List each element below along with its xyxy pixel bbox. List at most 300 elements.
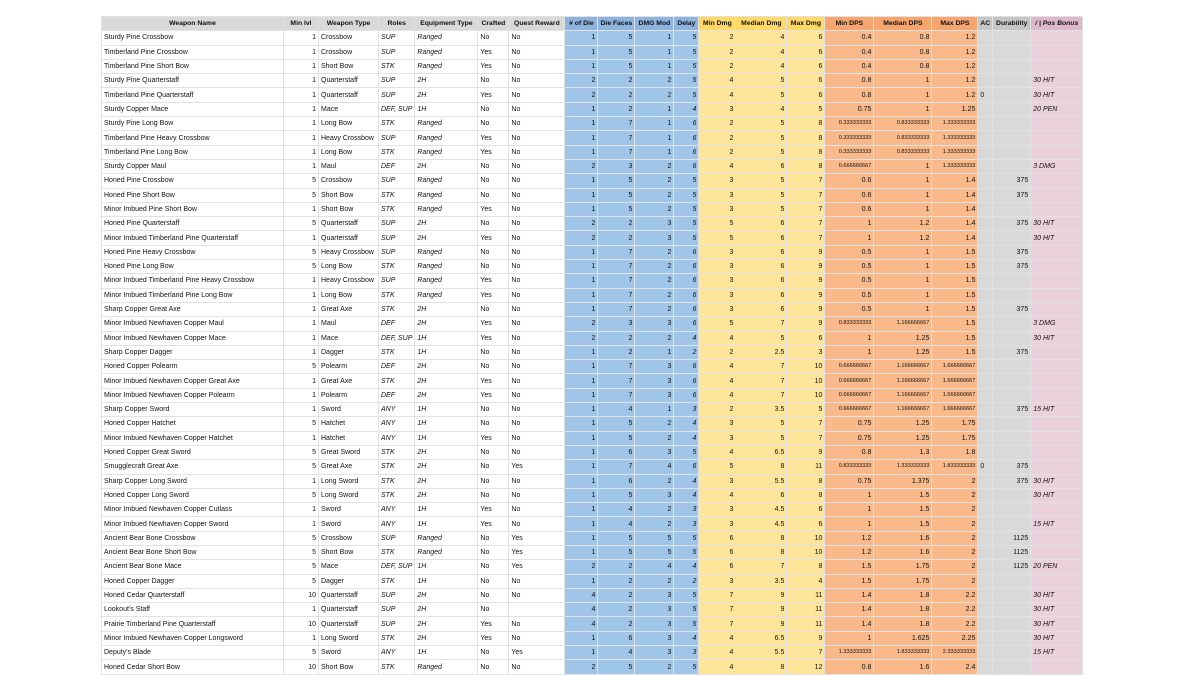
cell-min-level[interactable]: 5: [284, 445, 319, 459]
cell-weapon-type[interactable]: Dagger: [319, 345, 379, 359]
cell-min-dps[interactable]: 1.4: [825, 617, 874, 631]
cell-ac[interactable]: [978, 517, 993, 531]
cell-dmg-mod[interactable]: 3: [635, 603, 674, 617]
col-header-weapon-name[interactable]: Weapon Name: [102, 17, 284, 31]
cell-quest-reward[interactable]: No: [509, 31, 565, 45]
cell-crafted[interactable]: Yes: [478, 431, 509, 445]
cell-roles[interactable]: STK: [379, 59, 415, 73]
cell-crafted[interactable]: No: [478, 445, 509, 459]
cell-min-level[interactable]: 1: [284, 288, 319, 302]
cell-crafted[interactable]: No: [478, 31, 509, 45]
cell-crafted[interactable]: No: [478, 260, 509, 274]
cell-equipment-type[interactable]: 1H: [415, 417, 478, 431]
cell-die-faces[interactable]: 7: [598, 260, 635, 274]
cell-num-dice[interactable]: 1: [565, 417, 598, 431]
cell-durability[interactable]: [993, 517, 1031, 531]
cell-min-dps[interactable]: 1: [825, 217, 874, 231]
cell-crafted[interactable]: No: [478, 74, 509, 88]
cell-delay[interactable]: 6: [674, 245, 699, 259]
cell-weapon-type[interactable]: Short Bow: [319, 660, 379, 674]
cell-min-dps[interactable]: 1: [825, 631, 874, 645]
table-row[interactable]: [102, 588, 1083, 602]
cell-pos-bonus[interactable]: [1031, 31, 1083, 45]
cell-pos-bonus[interactable]: [1031, 59, 1083, 73]
col-header-delay[interactable]: Delay: [674, 17, 699, 31]
table-row[interactable]: [102, 603, 1083, 617]
cell-pos-bonus[interactable]: [1031, 131, 1083, 145]
cell-median-dps[interactable]: 1.75: [874, 574, 932, 588]
cell-pos-bonus[interactable]: [1031, 460, 1083, 474]
cell-pos-bonus[interactable]: [1031, 145, 1083, 159]
cell-pos-bonus[interactable]: [1031, 288, 1083, 302]
cell-weapon-type[interactable]: Mace: [319, 560, 379, 574]
cell-quest-reward[interactable]: No: [509, 159, 565, 173]
cell-weapon-name[interactable]: Minor Imbued Newhaven Copper Cutlass: [102, 503, 284, 517]
cell-min-dps[interactable]: 0.75: [825, 417, 874, 431]
cell-ac[interactable]: [978, 145, 993, 159]
cell-dmg-mod[interactable]: 2: [635, 202, 674, 216]
cell-num-dice[interactable]: 1: [565, 360, 598, 374]
cell-die-faces[interactable]: 7: [598, 360, 635, 374]
cell-median-dmg[interactable]: 4: [736, 45, 787, 59]
cell-crafted[interactable]: No: [478, 302, 509, 316]
cell-weapon-name[interactable]: Ancient Bear Bone Crossbow: [102, 531, 284, 545]
cell-equipment-type[interactable]: 2H: [415, 159, 478, 173]
cell-die-faces[interactable]: 7: [598, 460, 635, 474]
cell-max-dmg[interactable]: 8: [787, 131, 825, 145]
cell-max-dps[interactable]: 1.666666667: [932, 374, 978, 388]
cell-weapon-name[interactable]: Honed Copper Dagger: [102, 574, 284, 588]
cell-pos-bonus[interactable]: 15 HIT: [1031, 403, 1083, 417]
cell-durability[interactable]: 375: [993, 345, 1031, 359]
cell-durability[interactable]: [993, 388, 1031, 402]
cell-weapon-type[interactable]: Hatchet: [319, 431, 379, 445]
cell-pos-bonus[interactable]: [1031, 417, 1083, 431]
cell-durability[interactable]: [993, 431, 1031, 445]
cell-min-dmg[interactable]: 4: [699, 331, 736, 345]
cell-roles[interactable]: STK: [379, 545, 415, 559]
cell-equipment-type[interactable]: 2H: [415, 460, 478, 474]
cell-die-faces[interactable]: 5: [598, 188, 635, 202]
cell-roles[interactable]: STK: [379, 188, 415, 202]
cell-ac[interactable]: [978, 474, 993, 488]
cell-min-dmg[interactable]: 3: [699, 474, 736, 488]
cell-weapon-type[interactable]: Heavy Crossbow: [319, 245, 379, 259]
cell-dmg-mod[interactable]: 2: [635, 517, 674, 531]
cell-weapon-name[interactable]: Sharp Copper Sword: [102, 403, 284, 417]
cell-num-dice[interactable]: 1: [565, 202, 598, 216]
cell-min-level[interactable]: 5: [284, 245, 319, 259]
cell-roles[interactable]: SUP: [379, 217, 415, 231]
cell-quest-reward[interactable]: No: [509, 488, 565, 502]
cell-weapon-type[interactable]: Long Bow: [319, 288, 379, 302]
cell-weapon-name[interactable]: Minor Imbued Timberland Pine Quarterstaff: [102, 231, 284, 245]
cell-min-dmg[interactable]: 4: [699, 159, 736, 173]
cell-max-dmg[interactable]: 7: [787, 174, 825, 188]
cell-median-dmg[interactable]: 9: [736, 588, 787, 602]
cell-equipment-type[interactable]: 2H: [415, 488, 478, 502]
cell-min-dps[interactable]: 1: [825, 503, 874, 517]
cell-max-dmg[interactable]: 6: [787, 503, 825, 517]
cell-num-dice[interactable]: 1: [565, 302, 598, 316]
cell-median-dps[interactable]: 1.6: [874, 531, 932, 545]
cell-pos-bonus[interactable]: 30 HIT: [1031, 488, 1083, 502]
cell-ac[interactable]: [978, 431, 993, 445]
cell-delay[interactable]: 5: [674, 217, 699, 231]
cell-max-dmg[interactable]: 4: [787, 574, 825, 588]
col-header-max-dps[interactable]: Max DPS: [932, 17, 978, 31]
cell-min-dmg[interactable]: 3: [699, 102, 736, 116]
cell-crafted[interactable]: Yes: [478, 374, 509, 388]
table-row[interactable]: [102, 74, 1083, 88]
cell-min-dps[interactable]: 0.5: [825, 260, 874, 274]
cell-quest-reward[interactable]: No: [509, 202, 565, 216]
cell-min-level[interactable]: 1: [284, 102, 319, 116]
cell-min-level[interactable]: 1: [284, 117, 319, 131]
cell-median-dps[interactable]: 1: [874, 88, 932, 102]
cell-min-dmg[interactable]: 7: [699, 603, 736, 617]
cell-min-level[interactable]: 5: [284, 260, 319, 274]
cell-min-dps[interactable]: 1: [825, 331, 874, 345]
cell-quest-reward[interactable]: No: [509, 117, 565, 131]
cell-median-dmg[interactable]: 5: [736, 88, 787, 102]
cell-min-dmg[interactable]: 7: [699, 617, 736, 631]
cell-crafted[interactable]: No: [478, 603, 509, 617]
cell-quest-reward[interactable]: No: [509, 145, 565, 159]
cell-equipment-type[interactable]: 1H: [415, 646, 478, 660]
cell-die-faces[interactable]: 6: [598, 631, 635, 645]
cell-min-dps[interactable]: 1: [825, 517, 874, 531]
cell-die-faces[interactable]: 2: [598, 574, 635, 588]
cell-median-dps[interactable]: 1.6: [874, 545, 932, 559]
cell-min-level[interactable]: 1: [284, 131, 319, 145]
col-header-ac[interactable]: AC: [978, 17, 993, 31]
cell-num-dice[interactable]: 4: [565, 588, 598, 602]
cell-pos-bonus[interactable]: [1031, 388, 1083, 402]
cell-min-level[interactable]: 5: [284, 217, 319, 231]
cell-max-dmg[interactable]: 10: [787, 374, 825, 388]
cell-dmg-mod[interactable]: 2: [635, 274, 674, 288]
cell-min-level[interactable]: 1: [284, 474, 319, 488]
col-header-median-dps[interactable]: Median DPS: [874, 17, 932, 31]
cell-min-level[interactable]: 1: [284, 331, 319, 345]
cell-pos-bonus[interactable]: 20 PEN: [1031, 560, 1083, 574]
cell-durability[interactable]: 375: [993, 460, 1031, 474]
cell-dmg-mod[interactable]: 2: [635, 503, 674, 517]
cell-max-dps[interactable]: 1.5: [932, 302, 978, 316]
cell-equipment-type[interactable]: 1H: [415, 331, 478, 345]
cell-min-dps[interactable]: 0.75: [825, 431, 874, 445]
cell-min-level[interactable]: 5: [284, 574, 319, 588]
cell-ac[interactable]: [978, 445, 993, 459]
cell-ac[interactable]: [978, 503, 993, 517]
cell-max-dps[interactable]: 1.5: [932, 331, 978, 345]
cell-min-level[interactable]: 1: [284, 374, 319, 388]
cell-num-dice[interactable]: 1: [565, 102, 598, 116]
cell-max-dps[interactable]: 1.2: [932, 59, 978, 73]
cell-min-level[interactable]: 10: [284, 660, 319, 674]
col-header-min-level[interactable]: Min lvl: [284, 17, 319, 31]
col-header-die-faces[interactable]: Die Faces: [598, 17, 635, 31]
cell-median-dps[interactable]: 0.833333333: [874, 145, 932, 159]
cell-num-dice[interactable]: 1: [565, 531, 598, 545]
cell-weapon-name[interactable]: Sturdy Copper Maul: [102, 159, 284, 173]
cell-delay[interactable]: 3: [674, 646, 699, 660]
cell-weapon-type[interactable]: Sword: [319, 403, 379, 417]
cell-max-dps[interactable]: 2.2: [932, 603, 978, 617]
cell-weapon-type[interactable]: Short Bow: [319, 545, 379, 559]
cell-pos-bonus[interactable]: 20 PEN: [1031, 102, 1083, 116]
cell-num-dice[interactable]: 1: [565, 488, 598, 502]
cell-min-dmg[interactable]: 2: [699, 131, 736, 145]
cell-num-dice[interactable]: 2: [565, 560, 598, 574]
cell-ac[interactable]: [978, 403, 993, 417]
table-row[interactable]: [102, 188, 1083, 202]
cell-max-dps[interactable]: 2: [932, 474, 978, 488]
cell-roles[interactable]: SUP: [379, 617, 415, 631]
cell-delay[interactable]: 6: [674, 302, 699, 316]
cell-roles[interactable]: STK: [379, 302, 415, 316]
cell-num-dice[interactable]: 2: [565, 660, 598, 674]
cell-min-dps[interactable]: 0.8: [825, 74, 874, 88]
table-row[interactable]: [102, 388, 1083, 402]
cell-delay[interactable]: 6: [674, 460, 699, 474]
cell-median-dps[interactable]: 0.833333333: [874, 131, 932, 145]
cell-delay[interactable]: 4: [674, 417, 699, 431]
cell-crafted[interactable]: Yes: [478, 617, 509, 631]
cell-roles[interactable]: SUP: [379, 174, 415, 188]
cell-die-faces[interactable]: 2: [598, 588, 635, 602]
cell-median-dps[interactable]: 1.2: [874, 217, 932, 231]
cell-die-faces[interactable]: 5: [598, 45, 635, 59]
cell-min-level[interactable]: 1: [284, 431, 319, 445]
cell-ac[interactable]: [978, 660, 993, 674]
cell-equipment-type[interactable]: 2H: [415, 445, 478, 459]
cell-equipment-type[interactable]: 2H: [415, 360, 478, 374]
cell-weapon-type[interactable]: Quarterstaff: [319, 617, 379, 631]
cell-ac[interactable]: [978, 217, 993, 231]
cell-ac[interactable]: [978, 59, 993, 73]
cell-dmg-mod[interactable]: 5: [635, 545, 674, 559]
cell-num-dice[interactable]: 2: [565, 217, 598, 231]
cell-median-dmg[interactable]: 4: [736, 102, 787, 116]
cell-max-dmg[interactable]: 10: [787, 360, 825, 374]
cell-min-dps[interactable]: 0.666666667: [825, 403, 874, 417]
cell-crafted[interactable]: No: [478, 188, 509, 202]
cell-median-dmg[interactable]: 7: [736, 317, 787, 331]
cell-delay[interactable]: 5: [674, 660, 699, 674]
cell-num-dice[interactable]: 1: [565, 374, 598, 388]
cell-max-dps[interactable]: 2.4: [932, 660, 978, 674]
cell-median-dmg[interactable]: 5: [736, 188, 787, 202]
cell-die-faces[interactable]: 7: [598, 131, 635, 145]
cell-dmg-mod[interactable]: 2: [635, 574, 674, 588]
cell-crafted[interactable]: No: [478, 403, 509, 417]
cell-ac[interactable]: [978, 488, 993, 502]
cell-min-level[interactable]: 1: [284, 631, 319, 645]
cell-dmg-mod[interactable]: 3: [635, 588, 674, 602]
cell-roles[interactable]: STK: [379, 345, 415, 359]
col-header-max-dmg[interactable]: Max Dmg: [787, 17, 825, 31]
cell-min-level[interactable]: 1: [284, 31, 319, 45]
cell-min-level[interactable]: 1: [284, 231, 319, 245]
cell-min-dmg[interactable]: 3: [699, 302, 736, 316]
cell-delay[interactable]: 4: [674, 631, 699, 645]
cell-min-dps[interactable]: 1.2: [825, 545, 874, 559]
cell-dmg-mod[interactable]: 3: [635, 617, 674, 631]
cell-crafted[interactable]: No: [478, 417, 509, 431]
cell-crafted[interactable]: No: [478, 588, 509, 602]
cell-max-dps[interactable]: 1.5: [932, 260, 978, 274]
cell-die-faces[interactable]: 5: [598, 174, 635, 188]
table-row[interactable]: [102, 517, 1083, 531]
cell-min-dps[interactable]: 0.666666667: [825, 388, 874, 402]
cell-min-dps[interactable]: 0.75: [825, 102, 874, 116]
cell-pos-bonus[interactable]: [1031, 260, 1083, 274]
cell-equipment-type[interactable]: 2H: [415, 588, 478, 602]
cell-dmg-mod[interactable]: 1: [635, 345, 674, 359]
cell-roles[interactable]: STK: [379, 474, 415, 488]
cell-quest-reward[interactable]: No: [509, 174, 565, 188]
table-row[interactable]: [102, 31, 1083, 45]
cell-weapon-type[interactable]: Dagger: [319, 574, 379, 588]
cell-weapon-name[interactable]: Minor Imbued Pine Short Bow: [102, 202, 284, 216]
cell-weapon-name[interactable]: Sharp Copper Long Sword: [102, 474, 284, 488]
cell-min-dmg[interactable]: 3: [699, 517, 736, 531]
cell-delay[interactable]: 6: [674, 159, 699, 173]
cell-die-faces[interactable]: 3: [598, 317, 635, 331]
cell-equipment-type[interactable]: Ranged: [415, 45, 478, 59]
cell-equipment-type[interactable]: 1H: [415, 517, 478, 531]
cell-delay[interactable]: 6: [674, 360, 699, 374]
cell-min-dmg[interactable]: 4: [699, 74, 736, 88]
cell-durability[interactable]: [993, 417, 1031, 431]
cell-die-faces[interactable]: 2: [598, 74, 635, 88]
cell-roles[interactable]: SUP: [379, 603, 415, 617]
cell-pos-bonus[interactable]: 30 HIT: [1031, 603, 1083, 617]
cell-delay[interactable]: 4: [674, 431, 699, 445]
cell-max-dps[interactable]: 2.25: [932, 631, 978, 645]
cell-max-dps[interactable]: 1.333333333: [932, 117, 978, 131]
cell-crafted[interactable]: No: [478, 474, 509, 488]
table-row[interactable]: [102, 545, 1083, 559]
cell-min-level[interactable]: 5: [284, 531, 319, 545]
cell-num-dice[interactable]: 1: [565, 388, 598, 402]
cell-max-dmg[interactable]: 6: [787, 88, 825, 102]
cell-max-dps[interactable]: 1.666666667: [932, 360, 978, 374]
cell-equipment-type[interactable]: 2H: [415, 603, 478, 617]
cell-num-dice[interactable]: 4: [565, 617, 598, 631]
cell-roles[interactable]: ANY: [379, 503, 415, 517]
cell-equipment-type[interactable]: Ranged: [415, 274, 478, 288]
cell-die-faces[interactable]: 5: [598, 488, 635, 502]
cell-durability[interactable]: 1125: [993, 531, 1031, 545]
table-row[interactable]: [102, 560, 1083, 574]
cell-equipment-type[interactable]: 2H: [415, 631, 478, 645]
cell-pos-bonus[interactable]: 30 HIT: [1031, 88, 1083, 102]
cell-ac[interactable]: [978, 631, 993, 645]
cell-min-dmg[interactable]: 6: [699, 531, 736, 545]
cell-die-faces[interactable]: 7: [598, 274, 635, 288]
cell-ac[interactable]: [978, 45, 993, 59]
cell-dmg-mod[interactable]: 2: [635, 431, 674, 445]
cell-dmg-mod[interactable]: 3: [635, 631, 674, 645]
cell-min-dps[interactable]: 0.6: [825, 202, 874, 216]
cell-min-dmg[interactable]: 4: [699, 631, 736, 645]
cell-pos-bonus[interactable]: [1031, 245, 1083, 259]
cell-median-dmg[interactable]: 6: [736, 217, 787, 231]
cell-max-dmg[interactable]: 5: [787, 403, 825, 417]
cell-median-dps[interactable]: 1.166666667: [874, 388, 932, 402]
cell-median-dmg[interactable]: 5: [736, 117, 787, 131]
cell-quest-reward[interactable]: No: [509, 45, 565, 59]
cell-durability[interactable]: [993, 288, 1031, 302]
col-header-weapon-type[interactable]: Weapon Type: [319, 17, 379, 31]
cell-equipment-type[interactable]: 2H: [415, 88, 478, 102]
cell-min-dps[interactable]: 1: [825, 488, 874, 502]
cell-median-dmg[interactable]: 8: [736, 531, 787, 545]
cell-min-dmg[interactable]: 3: [699, 431, 736, 445]
cell-num-dice[interactable]: 1: [565, 445, 598, 459]
cell-weapon-name[interactable]: Sturdy Pine Quarterstaff: [102, 74, 284, 88]
cell-min-dps[interactable]: 0.4: [825, 31, 874, 45]
cell-equipment-type[interactable]: 2H: [415, 317, 478, 331]
cell-median-dmg[interactable]: 7: [736, 388, 787, 402]
cell-median-dps[interactable]: 1.25: [874, 331, 932, 345]
cell-median-dps[interactable]: 1: [874, 274, 932, 288]
cell-dmg-mod[interactable]: 3: [635, 317, 674, 331]
cell-quest-reward[interactable]: No: [509, 188, 565, 202]
cell-num-dice[interactable]: 1: [565, 431, 598, 445]
cell-equipment-type[interactable]: Ranged: [415, 260, 478, 274]
cell-delay[interactable]: 5: [674, 617, 699, 631]
cell-weapon-type[interactable]: Polearm: [319, 388, 379, 402]
cell-ac[interactable]: [978, 302, 993, 316]
cell-die-faces[interactable]: 2: [598, 217, 635, 231]
cell-median-dps[interactable]: 1: [874, 174, 932, 188]
cell-weapon-type[interactable]: Long Bow: [319, 117, 379, 131]
cell-num-dice[interactable]: 1: [565, 145, 598, 159]
cell-num-dice[interactable]: 2: [565, 331, 598, 345]
cell-max-dmg[interactable]: 9: [787, 288, 825, 302]
cell-max-dps[interactable]: 1.25: [932, 102, 978, 116]
cell-weapon-type[interactable]: Crossbow: [319, 174, 379, 188]
cell-weapon-name[interactable]: Honed Pine Crossbow: [102, 174, 284, 188]
cell-delay[interactable]: 5: [674, 202, 699, 216]
cell-max-dps[interactable]: 1.666666667: [932, 388, 978, 402]
cell-roles[interactable]: SUP: [379, 74, 415, 88]
cell-weapon-name[interactable]: Deputy's Blade: [102, 646, 284, 660]
cell-max-dps[interactable]: 1.5: [932, 274, 978, 288]
cell-pos-bonus[interactable]: [1031, 574, 1083, 588]
cell-crafted[interactable]: Yes: [478, 88, 509, 102]
cell-max-dps[interactable]: 1.666666667: [932, 403, 978, 417]
cell-median-dps[interactable]: 0.8: [874, 59, 932, 73]
cell-median-dps[interactable]: 1: [874, 245, 932, 259]
cell-weapon-name[interactable]: Sturdy Pine Long Bow: [102, 117, 284, 131]
cell-weapon-type[interactable]: Quarterstaff: [319, 588, 379, 602]
cell-equipment-type[interactable]: 1H: [415, 503, 478, 517]
cell-weapon-name[interactable]: Honed Copper Great Sword: [102, 445, 284, 459]
cell-roles[interactable]: STK: [379, 574, 415, 588]
cell-weapon-type[interactable]: Crossbow: [319, 531, 379, 545]
cell-min-dmg[interactable]: 7: [699, 588, 736, 602]
cell-pos-bonus[interactable]: 3 DMG: [1031, 317, 1083, 331]
cell-delay[interactable]: 3: [674, 503, 699, 517]
cell-median-dps[interactable]: 1.25: [874, 345, 932, 359]
cell-durability[interactable]: [993, 374, 1031, 388]
cell-weapon-name[interactable]: Minor Imbued Newhaven Copper Hatchet: [102, 431, 284, 445]
